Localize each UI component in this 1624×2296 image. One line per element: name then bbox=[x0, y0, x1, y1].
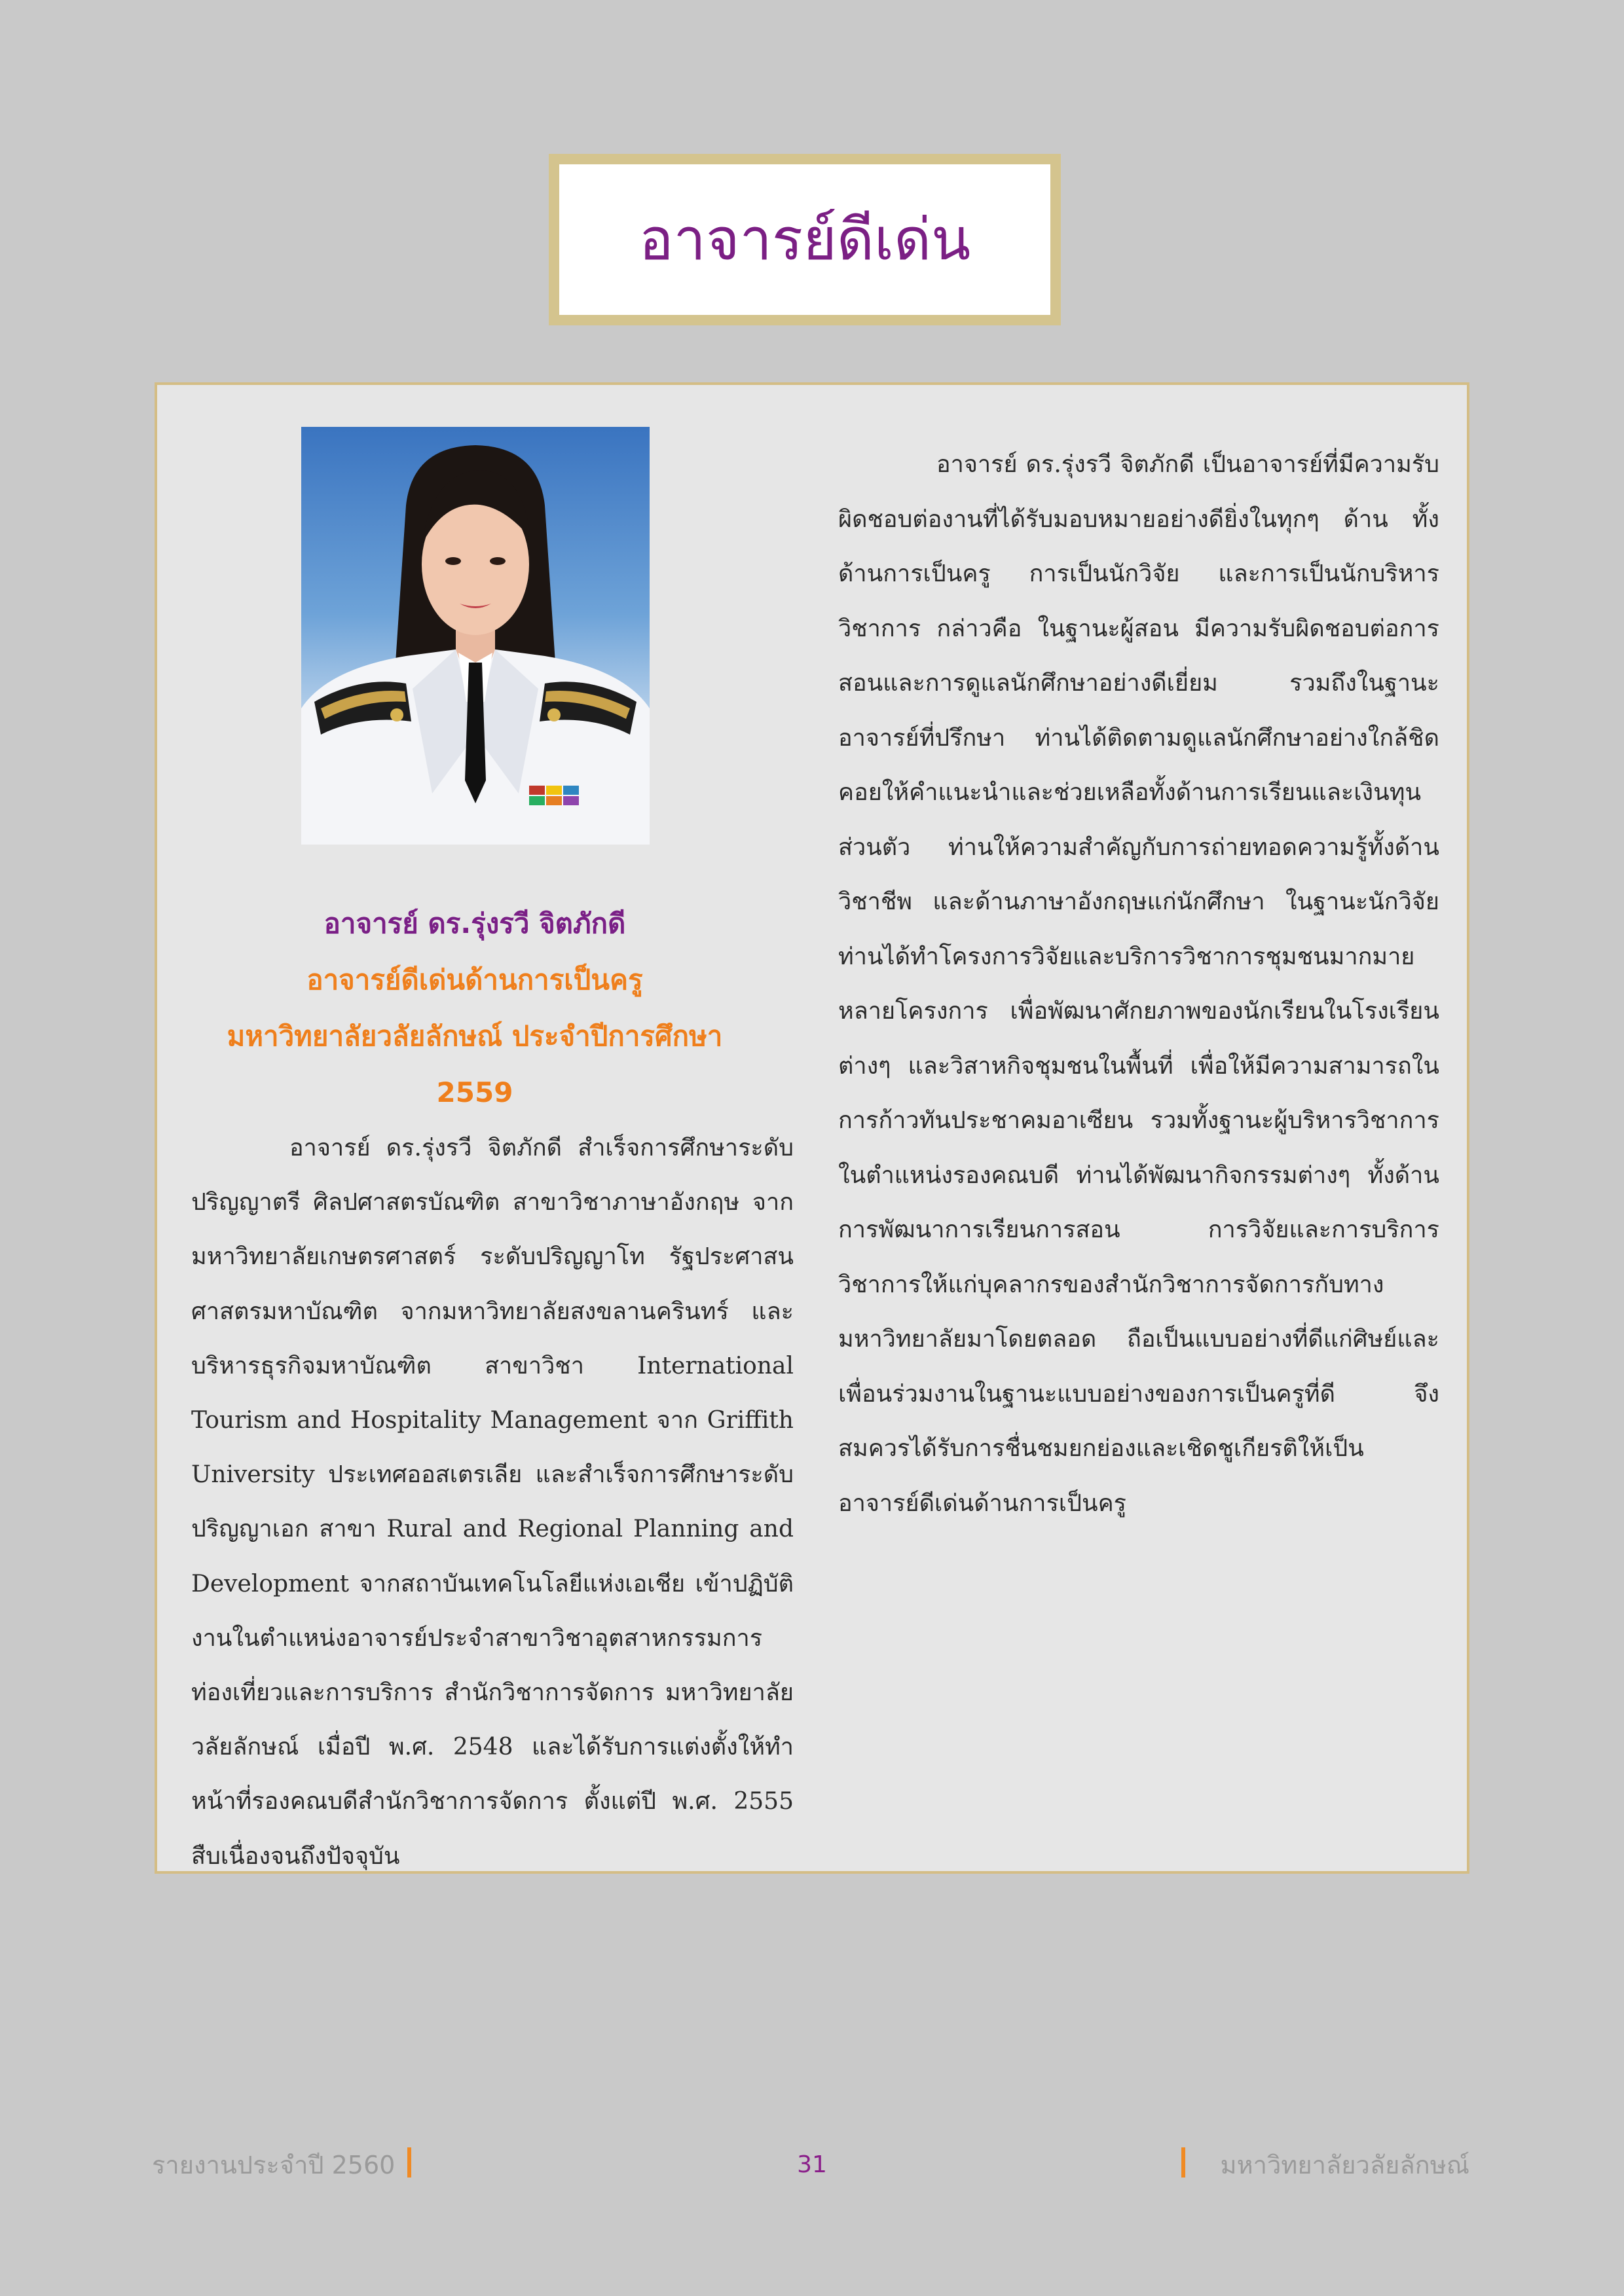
portrait-illustration bbox=[301, 427, 650, 845]
biography-text: อาจารย์ ดร.รุ่งรวี จิตภักดี สำเร็จการศึกษาระดับปริญญาตรี ศิลปศาสตรบัณฑิต สาขาวิชาภาษาอังกฤษ จากมหาวิทยาลัยเกษตรศาสตร์ ระดับปริญญาโท รัฐประศาสนศาสตรมหาบัณฑิต จากมหาวิทยาลัยสงขลานครินทร์ และบริหารธุรกิจมหาบัณฑิต สาขาวิชา International Tourism and Hospitality Management จาก Griffith University ประเทศออสเตรเลีย และสำเร็จการศึกษาระดับปริญญาเอก สาขา Rural and Regional Planning and Development จากสถาบันเทคโนโลยีแห่งเอเชีย เข้าปฏิบัติงานในตำแหน่งอาจารย์ประจำสาขาวิชาอุตสาหกรรมการท่องเที่ยวและการบริการ สำนักวิชาการจัดการ มหาวิทยาลัยวลัยลักษณ์ เมื่อปี พ.ศ. 2548 และได้รับการแต่งตั้งให้ทำหน้าที่รองคณบดีสำนักวิชาการจัดการ ตั้งแต่ปี พ.ศ. 2555 สืบเนื่องจนถึงปัจจุบัน bbox=[191, 1135, 794, 1870]
footer-divider-right bbox=[1181, 2147, 1185, 2178]
profile-name: อาจารย์ ดร.รุ่งรวี จิตภักดี bbox=[323, 907, 626, 939]
profile-caption bbox=[190, 896, 760, 1121]
profile-university-year: มหาวิทยาลัยวลัยลักษณ์ ประจำปีการศึกษา 2559 bbox=[227, 1020, 723, 1108]
profile-award: อาจารย์ดีเด่นด้านการเป็นครู bbox=[306, 964, 643, 996]
portrait-photo bbox=[301, 427, 650, 845]
footer-report-label: รายงานประจำปี 2560 bbox=[152, 2151, 396, 2179]
page-title-box bbox=[549, 154, 1061, 325]
footer-divider-left bbox=[407, 2147, 411, 2178]
page-title: อาจารย์ดีเด่น bbox=[638, 206, 971, 273]
footer-university-label: มหาวิทยาลัยวลัยลักษณ์ bbox=[1220, 2151, 1469, 2179]
description-text: อาจารย์ ดร.รุ่งรวี จิตภักดี เป็นอาจารย์ที่มีความรับผิดชอบต่องานที่ได้รับมอบหมายอย่างดียิ่งในทุกๆ ด้าน ทั้งด้านการเป็นครู การเป็นนักวิจัย และการเป็นนักบริหารวิชาการ กล่าวคือ ในฐานะผู้สอน มีความรับผิดชอบต่อการสอนและการดูแลนักศึกษาอย่างดีเยี่ยม รวมถึงในฐานะอาจารย์ที่ปรึกษา ท่านได้ติดตามดูแลนักศึกษาอย่างใกล้ชิด คอยให้คำแนะนำและช่วยเหลือทั้งด้านการเรียนและเงินทุนส่วนตัว ท่านให้ความสำคัญกับการถ่ายทอดความรู้ทั้งด้านวิชาชีพ และด้านภาษาอังกฤษแก่นักศึกษา ในฐานะนักวิจัย ท่านได้ทำโครงการวิจัยและบริการวิชาการชุมชนมากมายหลายโครงการ เพื่อพัฒนาศักยภาพของนักเรียนในโรงเรียนต่างๆ และวิสาหกิจชุมชนในพื้นที่ เพื่อให้มีความสามารถในการก้าวทันประชาคมอาเซียน รวมทั้งฐานะผู้บริหารวิชาการในตำแหน่งรองคณบดี ท่านได้พัฒนากิจกรรมต่างๆ ทั้งด้านการพัฒนาการเรียนการสอน การวิจัยและการบริการวิชาการให้แก่บุคลากรของสำนักวิชาการจัดการกับทางมหาวิทยาลัยมาโดยตลอด ถือเป็นแบบอย่างที่ดีแก่ศิษย์และเพื่อนร่วมงานในฐานะแบบอย่างของการเป็นครูที่ดี จึงสมควรได้รับการชื่นชมยกย่องและเชิดชูเกียรติให้เป็นอาจารย์ดีเด่นด้านการเป็นครู bbox=[838, 451, 1439, 1517]
page-number: 31 bbox=[797, 2151, 827, 2178]
